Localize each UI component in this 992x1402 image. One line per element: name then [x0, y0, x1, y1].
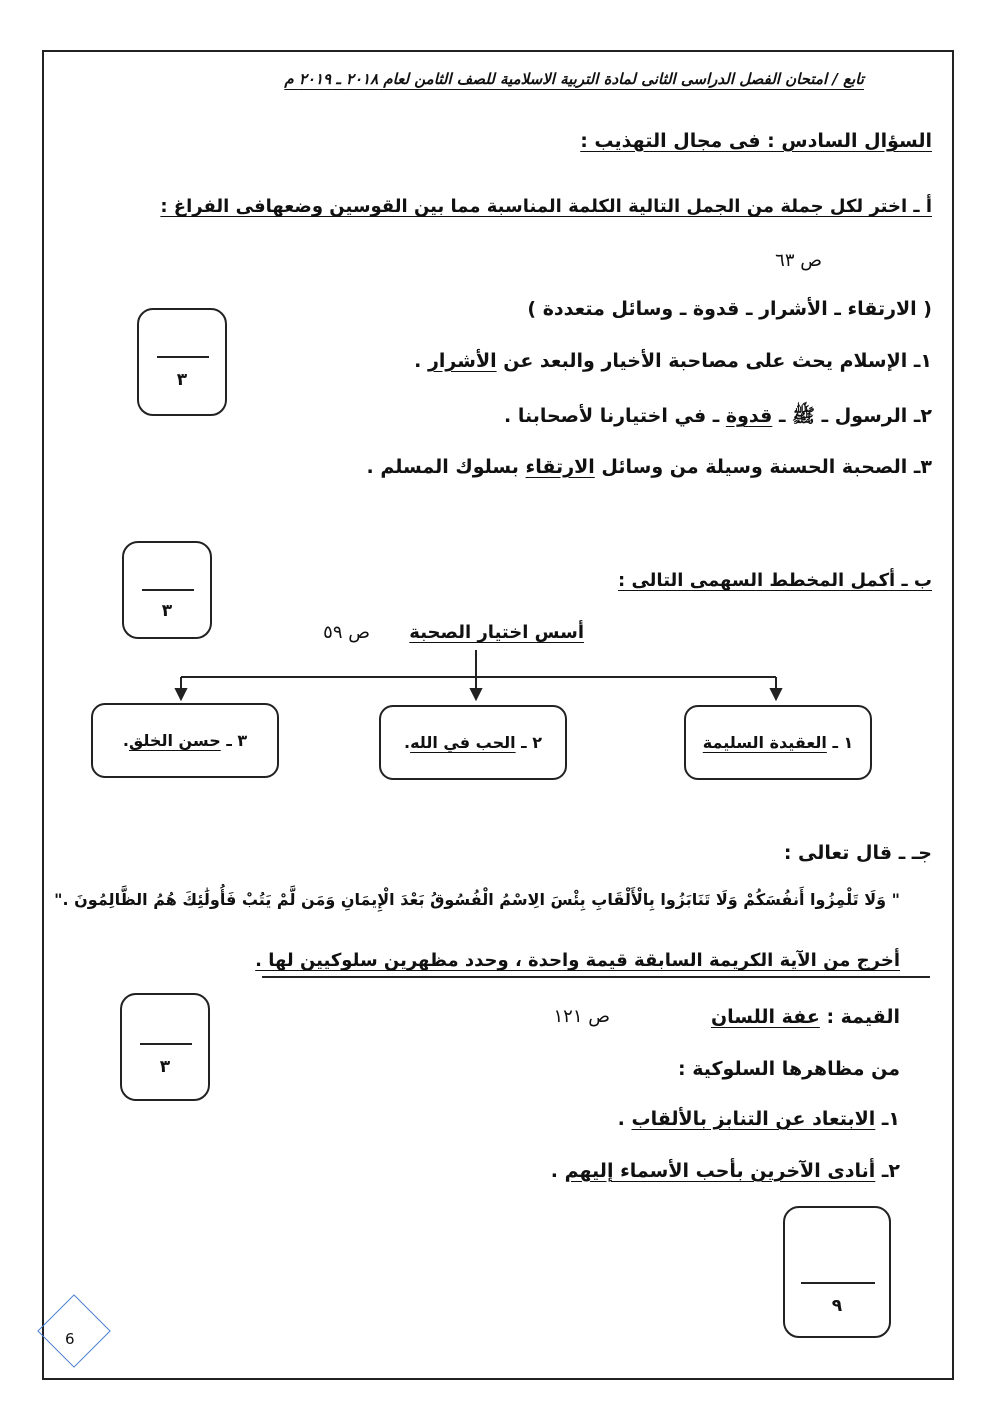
part-a-page-ref: ص ٦٣ [775, 250, 822, 271]
node-number: ٣ ـ [226, 731, 248, 750]
part-a-instruction: أ ـ اختر لكل جملة من الجمل التالية الكلمة المناسبة مما بين القوسين وضعهافى الفراغ : [160, 196, 932, 217]
aspect-2 [551, 1160, 900, 1182]
diagram-node-2 [379, 705, 567, 780]
arrowhead-right [771, 689, 781, 699]
diagram-root: أسس اختيار الصحبة [409, 622, 584, 643]
item-answer: الأشرار [427, 350, 497, 372]
node-end: . [404, 733, 411, 752]
node-text: الحب في الله [410, 733, 516, 752]
part-b-page-ref: ص ٥٩ [323, 622, 370, 643]
item-answer: الارتقاء [525, 456, 595, 478]
part-a-options: ( الارتقاء ـ الأشرار ـ قدوة ـ وسائل متعددة ) [527, 298, 932, 320]
question-title: السؤال السادس : فى مجال التهذيب : [580, 130, 932, 152]
aspect-number: ١ـ [875, 1108, 900, 1130]
score-value: ٣ [161, 601, 173, 621]
aspects-label: من مظاهرها السلوكية : [678, 1058, 900, 1080]
arrowhead-middle [471, 689, 481, 699]
page-number: 6 [65, 1330, 75, 1348]
node-end: . [122, 731, 129, 750]
node-text: العقيدة السليمة [702, 733, 827, 752]
part-c-task: أخرج من الآية الكريمة السابقة قيمة واحدة ، وحدد مظهرين سلوكيين لها . [255, 950, 900, 971]
score-value: ٣ [176, 370, 188, 390]
score-value: ٩ [831, 1296, 843, 1316]
value-label: القيمة : [819, 1006, 900, 1028]
item-text: ٣ـ الصحبة الحسنة وسيلة من وسائل [594, 456, 932, 478]
aspect-1 [618, 1108, 900, 1130]
diagram-node-3 [91, 703, 279, 778]
score-value: ٣ [159, 1057, 171, 1077]
node-number: ٢ ـ [521, 733, 542, 752]
part-c-page-ref: ص ١٢١ [553, 1006, 610, 1027]
item-text: ٢ـ الرسول ـ ﷺ ـ [772, 405, 932, 427]
item-end: . [414, 350, 428, 372]
node-number: ١ ـ [832, 733, 854, 752]
aspect-text: الابتعاد عن التنابز بالألقاب [631, 1108, 876, 1130]
score-divider [801, 1282, 875, 1284]
aspect-number: ٢ـ [875, 1160, 900, 1182]
value-line [711, 1006, 900, 1028]
quran-verse: " وَلَا تَلْمِزُوا أَنفُسَكُمْ وَلَا تَنَابَزُوا بِالْأَلْقَابِ بِئْسَ الِاسْمُ الْفُسُوقُ بَعْدَ الْإِيمَانِ وَمَن لَّمْ يَتُبْ فَأُولَٰئِكَ هُمُ الظَّالِمُونَ ." [54, 890, 900, 909]
aspect-end: . [617, 1108, 632, 1130]
arrowhead-left [176, 689, 186, 699]
score-box-part-c [120, 993, 210, 1101]
item-text: ١ـ الإسلام يحث على مصاحبة الأخيار والبعد عن [496, 350, 932, 372]
item-end: بسلوك المسلم . [366, 456, 526, 478]
score-divider [140, 1043, 192, 1045]
exam-header: تابع / امتحان الفصل الدراسى الثانى لمادة التربية الاسلامية للصف الثامن لعام ٢٠١٨ ـ ٢٠١٩ م [284, 70, 864, 88]
item-answer: قدوة [725, 405, 773, 427]
part-c-intro: جـ ـ قال تعالى : [783, 842, 932, 864]
value-answer: عفة اللسان [710, 1006, 820, 1028]
node-text: حسن الخلق [128, 731, 221, 750]
part-b-instruction: ب ـ أكمل المخطط السهمى التالى : [618, 570, 932, 591]
diagram-node-1 [684, 705, 872, 780]
task-underline [262, 976, 930, 978]
aspect-end: . [550, 1160, 565, 1182]
aspect-text: أنادى الآخرين بأحب الأسماء إليهم [564, 1160, 876, 1182]
item-end: ـ في اختيارنا لأصحابنا . [504, 405, 726, 427]
score-box-total [783, 1206, 891, 1338]
